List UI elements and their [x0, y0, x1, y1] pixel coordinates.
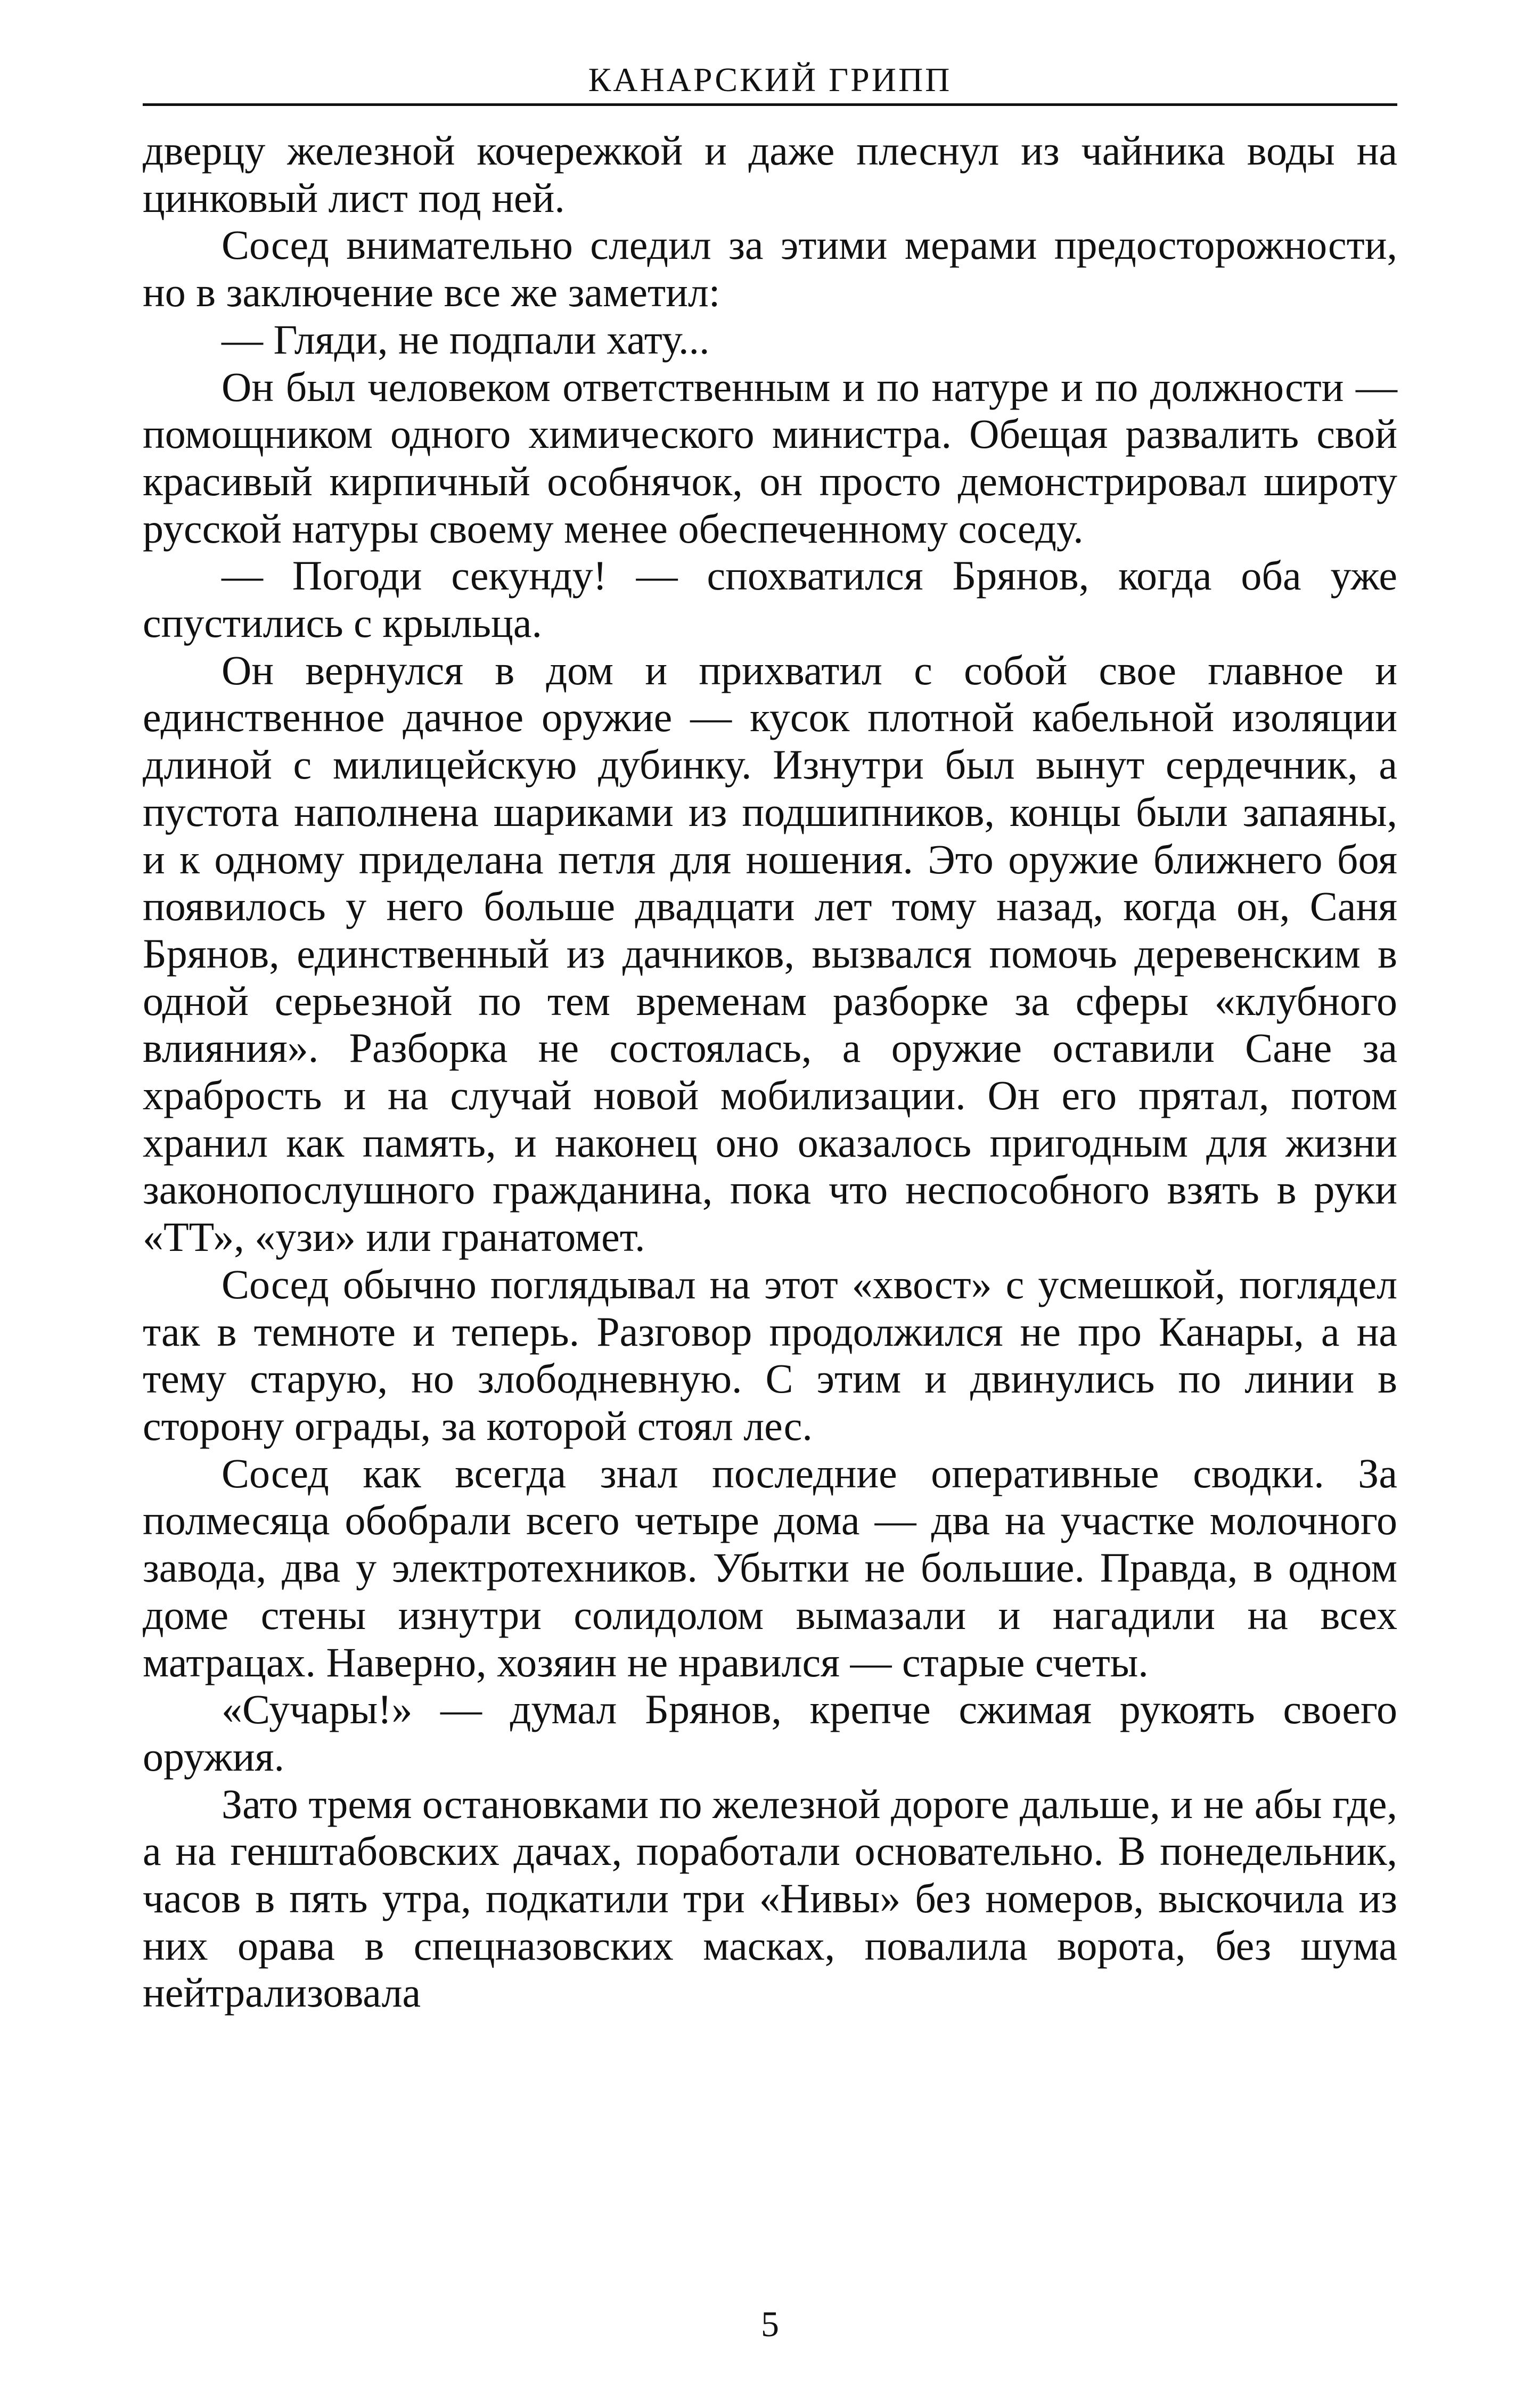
paragraph: Сосед внимательно следил за этими мерами предосторожности, но в заключение все же заметил: — [143, 222, 1397, 316]
page-number: 5 — [761, 2304, 779, 2344]
paragraph: «Сучары!» — думал Брянов, крепче сжимая рукоять своего оружия. — [143, 1686, 1397, 1780]
paragraph: Он был человеком ответственным и по натуре и по должности — помощником одного химического министра. Обещая развалить свой красивый кирпичный особнячок, он просто демонстрировал широту русской натуры своему менее обеспеченному соседу. — [143, 363, 1397, 552]
paragraph: Он вернулся в дом и прихватил с собой свое главное и единственное дачное оружие — кусок плотной кабельной изоляции длиной с милицейскую дубинку. Изнутри был вынут сердечник, а пустота наполнена шариками из подшипников, концы были запаяны, и к одному приделана петля для ношения. Это оружие ближнего боя появилось у него больше двадцати лет тому назад, когда он, Саня Брянов, единственный из дачников, вызвался помочь деревенским в одной серьезной по тем временам разборке за сферы «клубного влияния». Разборка не состоялась, а оружие оставили Сане за храбрость и на случай новой мобилизации. Он его прятал, потом хранил как память, и наконец оно оказалось пригодным для жизни законопослушного гражданина, пока что неспособного взять в руки «ТТ», «узи» или гранатомет. — [143, 646, 1397, 1260]
paragraph: Сосед обычно поглядывал на этот «хвост» с усмешкой, поглядел так в темноте и теперь. Разговор продолжился не про Канары, а на тему старую, но злободневную. С этим и двинулись по линии в сторону ограды, за которой стоял лес. — [143, 1260, 1397, 1449]
paragraph: Сосед как всегда знал последние оперативные сводки. За полмесяца обобрали всего четыре дома — два на участке молочного завода, два у электротехников. Убытки не большие. Правда, в одном доме стены изнутри солидолом вымазали и нагадили на всех матрацах. Наверно, хозяин не нравился — старые счеты. — [143, 1450, 1397, 1685]
paragraph-dialogue: — Погоди секунду! — спохватился Брянов, когда оба уже спустились с крыльца. — [143, 552, 1397, 646]
running-head: КАНАРСКИЙ ГРИПП — [588, 61, 952, 99]
book-page — [143, 59, 1397, 2364]
paragraph: Зато тремя остановками по железной дороге дальше, и не абы где, а на генштабовских дачах, поработали основательно. В понедельник, часов в пять утра, подкатили три «Нивы» без номеров, выскочила из них орава в спецназовских масках, повалила ворота, без шума нейтрализовала — [143, 1780, 1397, 2016]
paragraph-continuation: дверцу железной кочережкой и даже плеснул из чайника воды на цинковый лист под ней. — [143, 127, 1397, 221]
body-text — [143, 127, 1397, 2017]
paragraph-dialogue: — Гляди, не подпали хату... — [222, 316, 710, 363]
header-rule — [143, 103, 1397, 106]
